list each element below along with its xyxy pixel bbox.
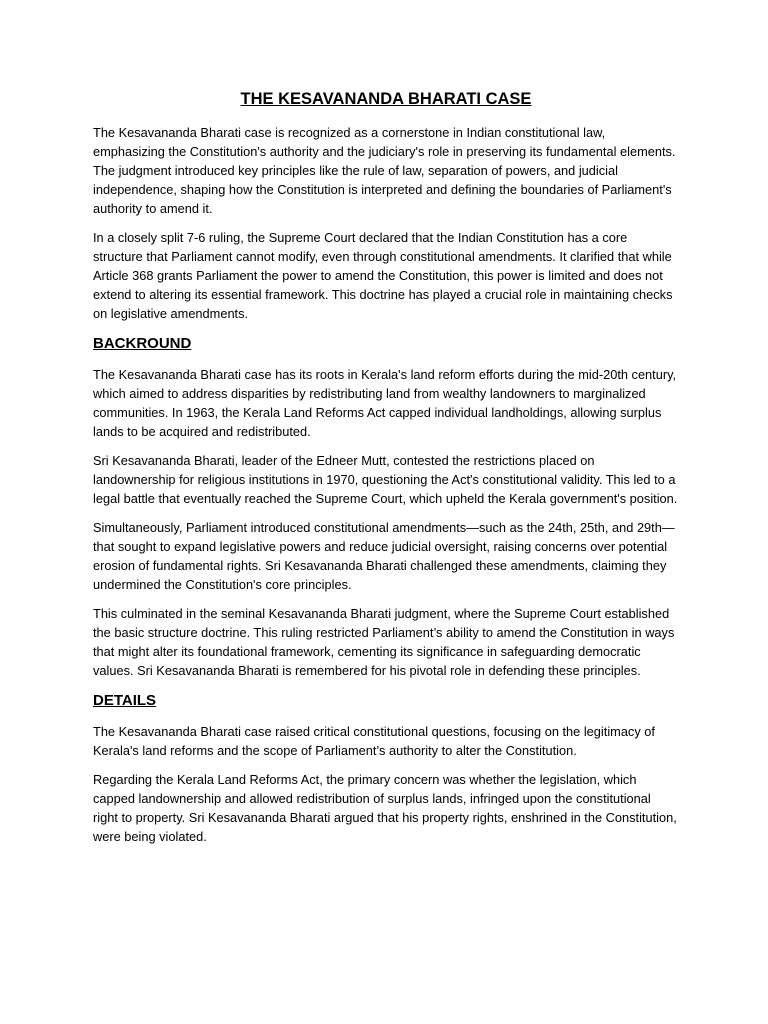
document-page bbox=[93, 88, 679, 856]
details-heading: DETAILS bbox=[93, 692, 157, 709]
details-paragraph-1: The Kesavananda Bharati case raised critical constitutional questions, focusing on the legitimacy of Kerala's land reforms and the scope of Parliament’s authority to alter the Constitution. bbox=[93, 724, 655, 758]
document-title: THE KESAVANANDA BHARATI CASE bbox=[240, 90, 532, 108]
background-paragraph-4: This culminated in the seminal Kesavananda Bharati judgment, where the Supreme Court established the basic structure doctrine. This ruling restricted Parliament’s ability to amend the Constitution in ways that might alter its foundational framework, cementing its significance in safeguarding democratic values. Sri Kesavananda Bharati is remembered for his pivotal role in defending these principles. bbox=[93, 606, 675, 678]
background-paragraph-2: Sri Kesavananda Bharati, leader of the Edneer Mutt, contested the restrictions placed on landownership for religious institutions in 1970, questioning the Act's constitutional validity. This led to a legal battle that eventually reached the Supreme Court, which upheld the Kerala government's position. bbox=[93, 453, 678, 506]
background-paragraph-3: Simultaneously, Parliament introduced constitutional amendments—such as the 24th, 25th, and 29th—that sought to expand legislative powers and reduce judicial oversight, raising concerns over potential erosion of fundamental rights. Sri Kesavananda Bharati challenged these amendments, claiming they undermined the Constitution's core principles. bbox=[93, 520, 675, 592]
background-paragraph-1: The Kesavananda Bharati case has its roots in Kerala's land reform efforts during the mid-20th century, which aimed to address disparities by redistributing land from wealthy landowners to marginalized communities. In 1963, the Kerala Land Reforms Act capped individual landholdings, allowing surplus lands to be acquired and redistributed. bbox=[93, 367, 677, 439]
details-paragraph-2: Regarding the Kerala Land Reforms Act, the primary concern was whether the legislation, which capped landownership and allowed redistribution of surplus lands, infringed upon the constitutional right to property. Sri Kesavananda Bharati argued that his property rights, enshrined in the Constitution, were being violated. bbox=[93, 772, 677, 844]
intro-paragraph-2: In a closely split 7-6 ruling, the Supreme Court declared that the Indian Constitution has a core structure that Parliament cannot modify, even through constitutional amendments. It clarified that while Article 368 grants Parliament the power to amend the Constitution, this power is limited and does not extend to altering its essential framework. This doctrine has played a crucial role in maintaining checks on legislative amendments. bbox=[93, 230, 673, 321]
background-heading: BACKROUND bbox=[93, 335, 192, 352]
intro-paragraph-1: The Kesavananda Bharati case is recognized as a cornerstone in Indian constitutional law, emphasizing the Constitution's authority and the judiciary's role in preserving its fundamental elements. The judgment introduced key principles like the rule of law, separation of powers, and judicial independence, shaping how the Constitution is interpreted and defining the boundaries of Parliament's authority to amend it. bbox=[93, 125, 676, 216]
